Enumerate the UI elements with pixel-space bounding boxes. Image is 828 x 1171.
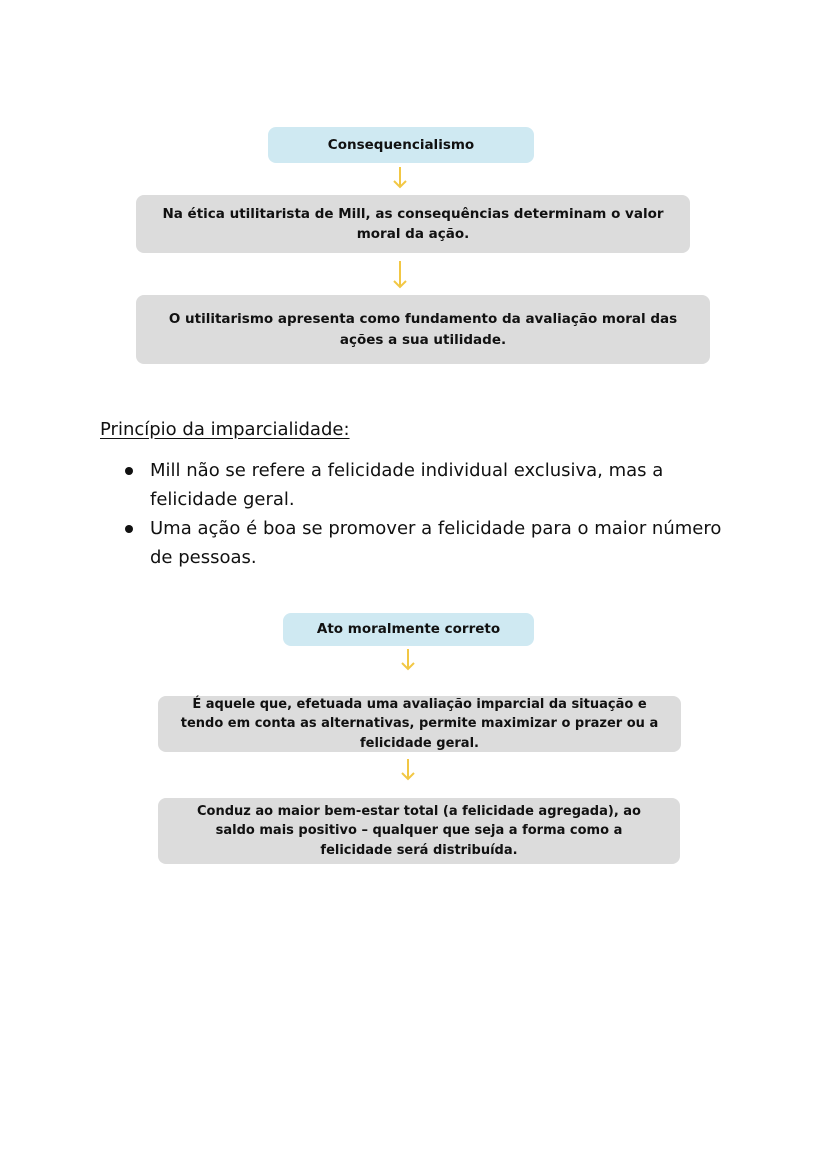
arrow-down-icon [400, 648, 416, 672]
utility-foundation-box [136, 295, 710, 364]
utility-foundation-text: O utilitarismo apresenta como fundamento da avaliação moral das ações a sua utilidade. [168, 311, 678, 348]
ato-correto-title-box [283, 613, 534, 646]
list-item [123, 456, 733, 514]
bullet-icon [125, 525, 133, 533]
list-item [123, 514, 733, 572]
impartial-evaluation-box [158, 696, 681, 752]
aggregate-welfare-text: Conduz ao maior bem-estar total (a felicidade agregada), ao saldo mais positivo – qualquer que seja a forma como a felicidade será distribuída. [197, 803, 641, 858]
ato-correto-title: Ato moralmente correto [316, 621, 501, 638]
bullet-list [123, 456, 733, 572]
arrow-down-icon [392, 260, 408, 290]
mill-consequences-box [136, 195, 690, 253]
section-heading: Princípio da imparcialidade: [100, 419, 350, 440]
bullet-text: Mill não se refere a felicidade individual exclusiva, mas a felicidade geral. [150, 460, 664, 510]
consequencialismo-title: Consequencialismo [327, 136, 475, 153]
bullet-icon [125, 467, 133, 475]
bullet-text: Uma ação é boa se promover a felicidade para o maior número de pessoas. [150, 518, 722, 568]
arrow-down-icon [392, 166, 408, 190]
arrow-down-icon [400, 758, 416, 782]
consequencialismo-title-box [268, 127, 534, 163]
mill-consequences-text: Na ética utilitarista de Mill, as consequências determinam o valor moral da ação. [162, 205, 664, 242]
impartial-evaluation-text: É aquele que, efetuada uma avaliação imparcial da situação e tendo em conta as alternativas, permite maximizar o prazer ou a felicidade geral. [180, 696, 659, 751]
aggregate-welfare-box [158, 798, 680, 864]
